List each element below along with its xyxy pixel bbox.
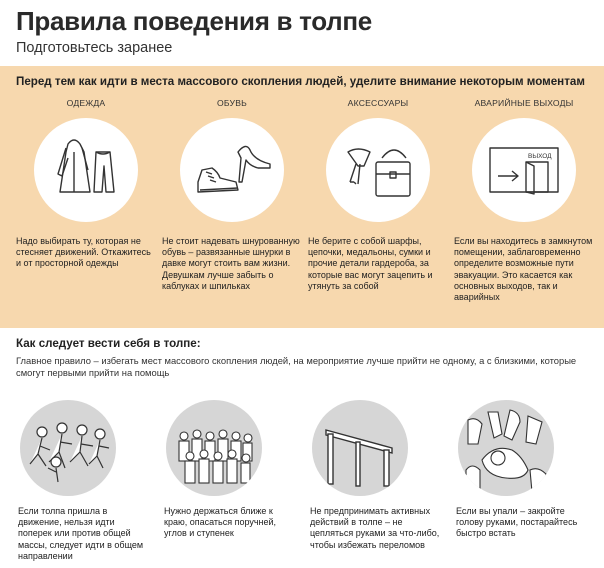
- raincoat-icon: [34, 118, 138, 222]
- page-title: Правила поведения в толпе: [16, 6, 372, 36]
- shoes-text: Не стоит надевать шнурованную обувь – развязанные шнурки в давке могут стоить вам жизни. Девушкам лучше забыть о каблуках и шпильках: [162, 236, 300, 291]
- clothing-text: Надо выбирать ту, которая не стесняет движений. Откажитесь и от просторной одежды: [16, 236, 151, 269]
- shoes-title: ОБУВЬ: [217, 98, 247, 108]
- accessories-title: АКСЕССУАРЫ: [347, 98, 409, 108]
- preparation-heading: Перед тем как идти в места массового скопления людей, уделите внимание некоторым моментам: [16, 75, 585, 88]
- shoes-icon: [180, 118, 284, 222]
- behavior-text-direction: Если толпа пришла в движение, нельзя идти поперек или против общей массы, следует идти в общем направлении: [18, 506, 144, 561]
- standing-crowd-icon: [166, 400, 262, 496]
- behavior-main-rule: Главное правило – избегать мест массового скопления людей, на мероприятие лучше прийти не одному, а с близкими, которые смогут первыми прийти на помощь: [16, 355, 577, 378]
- fallen-person-icon: [458, 400, 554, 496]
- fallen-person-circle: [458, 400, 554, 496]
- exit-sign-label: ВЫХОД: [528, 153, 552, 160]
- behavior-text-fallen: Если вы упали – закройте голову руками, постарайтесь быстро встать: [456, 506, 578, 539]
- clothing-title: ОДЕЖДА: [66, 98, 106, 108]
- railing-circle: [312, 400, 408, 496]
- shoes-circle: [180, 118, 284, 222]
- clothing-circle: [34, 118, 138, 222]
- preparation-section: [0, 66, 604, 328]
- scarf-bag-icon: [326, 118, 430, 222]
- accessories-text: Не берите с собой шарфы, цепочки, медальоны, сумки и прочие детали гардероба, за которые вас могут зацепить и утянуть за собой: [308, 236, 433, 291]
- railing-icon: [312, 400, 408, 496]
- exit-sign-icon: [472, 118, 576, 222]
- running-crowd-icon: [20, 400, 116, 496]
- accessories-circle: [326, 118, 430, 222]
- behavior-heading: Как следует вести себя в толпе:: [16, 337, 201, 350]
- behavior-text-no-grabbing: Не предпринимать активных действий в толпе – не цепляться руками за что-либо, чтобы избежать переломов: [310, 506, 440, 550]
- exits-text: Если вы находитесь в замкнутом помещении, заблаговременно определите возможные пути эвакуации. Это касается как основных выходов, так и аварийных: [454, 236, 593, 303]
- exits-title: АВАРИЙНЫЕ ВЫХОДЫ: [474, 98, 574, 108]
- page-subtitle: Подготовьтесь заранее: [16, 40, 173, 56]
- standing-crowd-circle: [166, 400, 262, 496]
- running-crowd-circle: [20, 400, 116, 496]
- behavior-text-edge: Нужно держаться ближе к краю, опасаться поручней, углов и ступенек: [164, 506, 277, 539]
- exits-circle: [472, 118, 576, 222]
